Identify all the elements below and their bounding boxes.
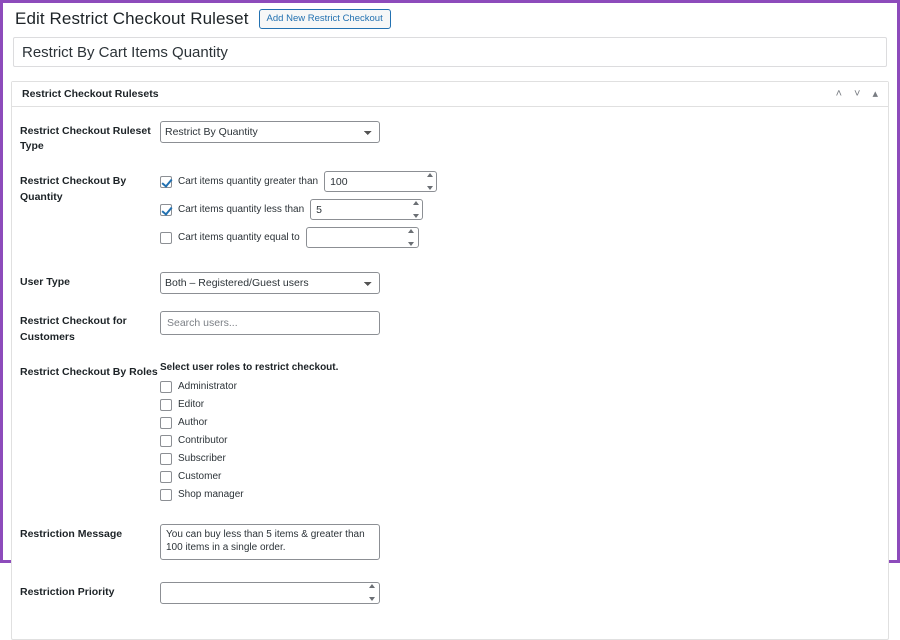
stepper-quantity-greater-than[interactable] [424,173,435,190]
user-type-select[interactable] [160,272,380,294]
role-option-contributor [160,435,876,447]
metabox-handle-group [836,89,878,100]
field-restrict-for-customers [160,311,876,335]
search-users-input[interactable] [160,311,380,335]
label-quantity-less-than: Cart items quantity less than [178,204,305,216]
row-restrict-for-customers [20,311,876,344]
stepper-restriction-priority[interactable] [366,584,377,601]
move-up-icon[interactable]: ˄ [835,87,843,100]
field-ruleset-type [160,121,876,143]
quantity-rule-less-than [160,199,876,220]
label-role-author: Author [178,417,208,429]
label-restriction-message: Restriction Message [20,527,123,540]
label-role-editor: Editor [178,399,205,411]
label-quantity-equal-to: Cart items quantity equal to [178,232,300,244]
label-role-shop-manager: Shop manager [178,489,244,501]
label-ruleset-type: Restrict Checkout Ruleset Type [20,125,151,153]
label-restriction-priority: Restriction Priority [20,585,115,598]
metabox-body [12,107,888,639]
metabox-title: Restrict Checkout Rulesets [22,88,159,100]
input-quantity-equal-to[interactable] [306,227,419,248]
checkbox-role-customer[interactable] [160,471,172,483]
quantity-rule-greater-than [160,171,876,192]
field-user-type [160,272,876,294]
quantity-rule-equal-to [160,227,876,248]
label-user-type: User Type [20,276,70,289]
metabox-header[interactable] [12,82,888,107]
restriction-message-textarea[interactable] [160,524,380,560]
checkbox-quantity-equal-to[interactable] [160,232,172,244]
role-option-administrator [160,381,876,393]
role-option-subscriber [160,453,876,465]
chevron-up-toggle-icon[interactable]: ▴ [872,87,878,100]
row-ruleset-type [20,121,876,154]
role-option-author [160,417,876,429]
row-restriction-message [20,524,876,565]
label-restrict-by-roles: Restrict Checkout By Roles [20,365,158,378]
stepper-quantity-equal-to[interactable] [406,229,417,246]
page-title: Edit Restrict Checkout Ruleset [15,9,249,28]
move-down-icon[interactable]: ˅ [854,87,861,100]
checkbox-quantity-greater-than[interactable] [160,176,172,188]
label-restrict-for-customers: Restrict Checkout for Customers [20,315,127,343]
field-restrict-by-quantity [160,171,876,255]
checkbox-role-administrator[interactable] [160,381,172,393]
post-title-wrapper [11,37,889,67]
checkbox-quantity-less-than[interactable] [160,204,172,216]
checkbox-role-editor[interactable] [160,399,172,411]
row-restrict-by-quantity [20,171,876,255]
roles-hint: Select user roles to restrict checkout. [160,361,339,373]
input-quantity-greater-than[interactable] [324,171,437,192]
checkbox-role-shop-manager[interactable] [160,489,172,501]
page-content [3,3,897,598]
label-role-subscriber: Subscriber [178,453,226,465]
page-header [11,3,889,37]
checkbox-role-author[interactable] [160,417,172,429]
label-role-customer: Customer [178,471,222,483]
label-restrict-by-quantity: Restrict Checkout By Quantity [20,175,127,203]
role-option-shop-manager [160,489,876,501]
restriction-priority-input[interactable] [160,582,380,604]
field-restriction-message [160,524,876,565]
post-title-input[interactable] [13,37,887,67]
row-user-type [20,272,876,294]
input-wrap-quantity-greater-than [324,171,437,192]
label-quantity-greater-than: Cart items quantity greater than [178,176,319,188]
role-option-customer [160,471,876,483]
restrict-checkout-rulesets-metabox [11,81,889,640]
ruleset-type-select[interactable] [160,121,380,143]
input-quantity-less-than[interactable] [310,199,423,220]
label-role-administrator: Administrator [178,381,237,393]
field-restrict-by-roles [160,362,876,507]
input-wrap-restriction-priority [160,582,380,604]
row-restriction-priority [20,582,876,604]
role-option-editor [160,399,876,411]
label-role-contributor: Contributor [178,435,228,447]
input-wrap-quantity-less-than [310,199,423,220]
checkbox-role-subscriber[interactable] [160,453,172,465]
stepper-quantity-less-than[interactable] [410,201,421,218]
checkbox-role-contributor[interactable] [160,435,172,447]
row-restrict-by-roles [20,362,876,507]
add-new-restrict-checkout-button[interactable]: Add New Restrict Checkout [259,9,391,28]
input-wrap-quantity-equal-to [306,227,419,248]
field-restriction-priority [160,582,876,604]
